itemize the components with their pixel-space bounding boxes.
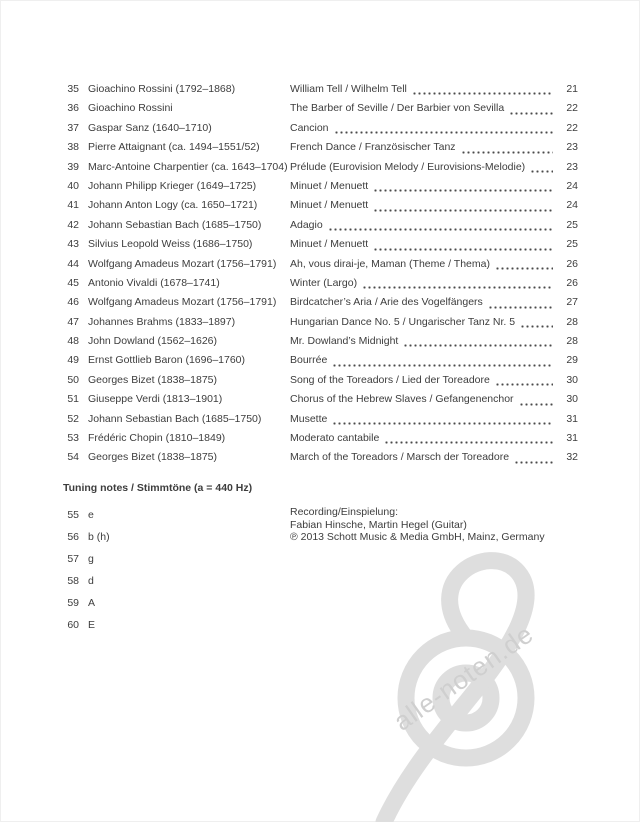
piece-title: Mr. Dowland’s Midnight — [290, 335, 399, 348]
page-number: 22 — [566, 102, 578, 115]
toc-row — [63, 255, 578, 274]
page-number: 30 — [566, 393, 578, 406]
composer-name: Georges Bizet (1838–1875) — [88, 373, 217, 386]
tuning-note: E — [88, 619, 96, 631]
recording-info — [290, 506, 578, 544]
track-number: 36 — [67, 102, 79, 115]
page-number: 31 — [566, 432, 578, 445]
piece-title: March of the Toreadors / Marsch der Toreadore — [290, 451, 510, 464]
piece-title: Musette — [290, 412, 328, 425]
page-number: 24 — [566, 199, 578, 212]
recording-line: Recording/Einspielung: — [290, 506, 398, 518]
composer-name: Gioachino Rossini — [88, 102, 173, 115]
composer-name: Wolfgang Amadeus Mozart (1756–1791) — [88, 257, 277, 270]
toc-row — [63, 235, 578, 254]
toc-row — [63, 390, 578, 409]
piece-title: Prélude (Eurovision Melody / Eurovisions-Melodie) — [290, 160, 526, 173]
toc-row — [63, 371, 578, 390]
track-number: 35 — [67, 83, 79, 95]
piece-title: Chorus of the Hebrew Slaves / Gefangenenchor — [290, 393, 514, 406]
tuning-list — [63, 504, 283, 636]
composer-name: Gioachino Rossini (1792–1868) — [88, 83, 236, 95]
toc-row — [63, 99, 578, 118]
track-number: 37 — [67, 121, 79, 134]
toc-row — [63, 196, 578, 215]
track-number: 54 — [67, 451, 79, 464]
dot-leader — [530, 170, 553, 173]
treble-clef-icon — [348, 540, 628, 822]
track-number: 45 — [67, 276, 79, 289]
track-number: 57 — [67, 553, 79, 565]
piece-title: Winter (Largo) — [290, 276, 358, 289]
toc-row — [63, 429, 578, 448]
track-number: 42 — [67, 218, 79, 231]
watermark-text: alle-noten.de — [388, 618, 540, 737]
piece-title: Minuet / Menuett — [290, 179, 369, 192]
page-number: 28 — [566, 335, 578, 348]
toc-row — [63, 351, 578, 370]
track-number: 48 — [67, 335, 79, 348]
composer-name: Gaspar Sanz (1640–1710) — [88, 121, 212, 134]
toc-list — [63, 80, 578, 468]
track-number: 41 — [67, 199, 79, 212]
tuning-row — [63, 548, 283, 570]
toc-row — [63, 119, 578, 138]
tuning-row — [63, 570, 283, 592]
page-number: 31 — [566, 412, 578, 425]
toc-row — [63, 158, 578, 177]
dot-leader — [495, 383, 553, 386]
dot-leader — [373, 189, 553, 192]
page-number: 22 — [566, 121, 578, 134]
page-number: 32 — [566, 451, 578, 464]
toc-row — [63, 177, 578, 196]
tuning-note: A — [88, 597, 96, 609]
composer-name: Wolfgang Amadeus Mozart (1756–1791) — [88, 296, 277, 309]
toc-row — [63, 448, 578, 467]
track-number: 53 — [67, 432, 79, 445]
dot-leader — [403, 344, 553, 347]
composer-name: John Dowland (1562–1626) — [88, 335, 218, 348]
tuning-row — [63, 592, 283, 614]
page-number: 28 — [566, 315, 578, 328]
toc-row — [63, 138, 578, 157]
track-number: 51 — [67, 393, 79, 406]
composer-name: Frédéric Chopin (1810–1849) — [88, 432, 226, 445]
dot-leader — [509, 112, 553, 115]
composer-name: Johannes Brahms (1833–1897) — [88, 315, 236, 328]
piece-title: Song of the Toreadors / Lied der Toreadore — [290, 373, 490, 386]
toc-row — [63, 313, 578, 332]
dot-leader — [461, 151, 553, 154]
composer-name: Ernst Gottlieb Baron (1696–1760) — [88, 354, 246, 367]
track-number: 46 — [67, 296, 79, 309]
toc-row — [63, 293, 578, 312]
tuning-row — [63, 526, 283, 548]
recording-line: Fabian Hinsche, Martin Hegel (Guitar) — [290, 518, 467, 531]
composer-name: Antonio Vivaldi (1678–1741) — [88, 276, 220, 289]
tuning-section — [63, 482, 283, 636]
track-number: 56 — [67, 531, 79, 543]
track-number: 60 — [67, 619, 79, 631]
composer-name: Johann Philipp Krieger (1649–1725) — [88, 179, 257, 192]
piece-title: Minuet / Menuett — [290, 238, 369, 251]
tuning-note: b (h) — [88, 531, 110, 543]
track-number: 38 — [67, 141, 79, 154]
tuning-row — [63, 504, 283, 526]
toc-row — [63, 332, 578, 351]
track-number: 50 — [67, 373, 79, 386]
composer-name: Silvius Leopold Weiss (1686–1750) — [88, 238, 253, 251]
piece-title: Minuet / Menuett — [290, 199, 369, 212]
recording-line: ℗ 2013 Schott Music & Media GmbH, Mainz, Germany — [290, 531, 545, 544]
page-number: 23 — [566, 160, 578, 173]
track-number: 49 — [67, 354, 79, 367]
page-number: 23 — [566, 141, 578, 154]
track-number: 43 — [67, 238, 79, 251]
dot-leader — [495, 267, 553, 270]
track-number: 47 — [67, 315, 79, 328]
piece-title: Moderato cantabile — [290, 432, 380, 445]
track-number: 39 — [67, 160, 79, 173]
composer-name: Johann Anton Logy (ca. 1650–1721) — [88, 199, 258, 212]
dot-leader — [334, 131, 553, 134]
dot-leader — [332, 364, 553, 367]
piece-title: The Barber of Seville / Der Barbier von Sevilla — [290, 102, 505, 115]
dot-leader — [519, 403, 553, 406]
page-number: 25 — [566, 218, 578, 231]
composer-name: Johann Sebastian Bach (1685–1750) — [88, 412, 262, 425]
dot-leader — [384, 441, 553, 444]
dot-leader — [362, 286, 553, 289]
toc-row — [63, 274, 578, 293]
dot-leader — [520, 325, 553, 328]
tuning-row — [63, 614, 283, 636]
page-number: 26 — [566, 257, 578, 270]
tuning-note: e — [88, 509, 94, 521]
page-number: 21 — [566, 83, 578, 95]
dot-leader — [328, 228, 553, 231]
track-number: 44 — [67, 257, 79, 270]
dot-leader — [332, 422, 553, 425]
toc-row — [63, 216, 578, 235]
toc-row — [63, 410, 578, 429]
dot-leader — [373, 248, 553, 251]
track-number: 58 — [67, 575, 79, 587]
tuning-note: g — [88, 553, 94, 565]
composer-name: Georges Bizet (1838–1875) — [88, 451, 217, 464]
page-number: 27 — [566, 296, 578, 309]
piece-title: Hungarian Dance No. 5 / Ungarischer Tanz Nr. 5 — [290, 315, 516, 328]
composer-name: Johann Sebastian Bach (1685–1750) — [88, 218, 262, 231]
composer-name: Giuseppe Verdi (1813–1901) — [88, 393, 223, 406]
dot-leader — [412, 92, 553, 95]
tuning-header: Tuning notes / Stimmtöne (a = 440 Hz) — [63, 482, 253, 494]
toc-row — [63, 80, 578, 99]
page-number: 30 — [566, 373, 578, 386]
track-number: 40 — [67, 179, 79, 192]
page-number: 25 — [566, 238, 578, 251]
track-number: 55 — [67, 509, 79, 521]
dot-leader — [373, 209, 553, 212]
page-number: 26 — [566, 276, 578, 289]
tuning-note: d — [88, 575, 94, 587]
composer-name: Pierre Attaignant (ca. 1494–1551/52) — [88, 141, 260, 154]
page-number: 24 — [566, 179, 578, 192]
composer-name: Marc-Antoine Charpentier (ca. 1643–1704) — [88, 160, 288, 173]
dot-leader — [514, 461, 553, 464]
piece-title: Cancion — [290, 121, 329, 134]
track-number: 59 — [67, 597, 79, 609]
piece-title: Birdcatcher’s Aria / Arie des Vogelfängers — [290, 296, 483, 309]
piece-title: Ah, vous dirai-je, Maman (Theme / Thema) — [290, 257, 490, 270]
page-number: 29 — [566, 354, 578, 367]
piece-title: William Tell / Wilhelm Tell — [290, 83, 407, 95]
dot-leader — [488, 306, 553, 309]
track-number: 52 — [67, 412, 79, 425]
piece-title: Adagio — [290, 218, 323, 231]
piece-title: Bourrée — [290, 354, 328, 367]
piece-title: French Dance / Französischer Tanz — [290, 141, 456, 154]
watermark — [348, 540, 628, 822]
